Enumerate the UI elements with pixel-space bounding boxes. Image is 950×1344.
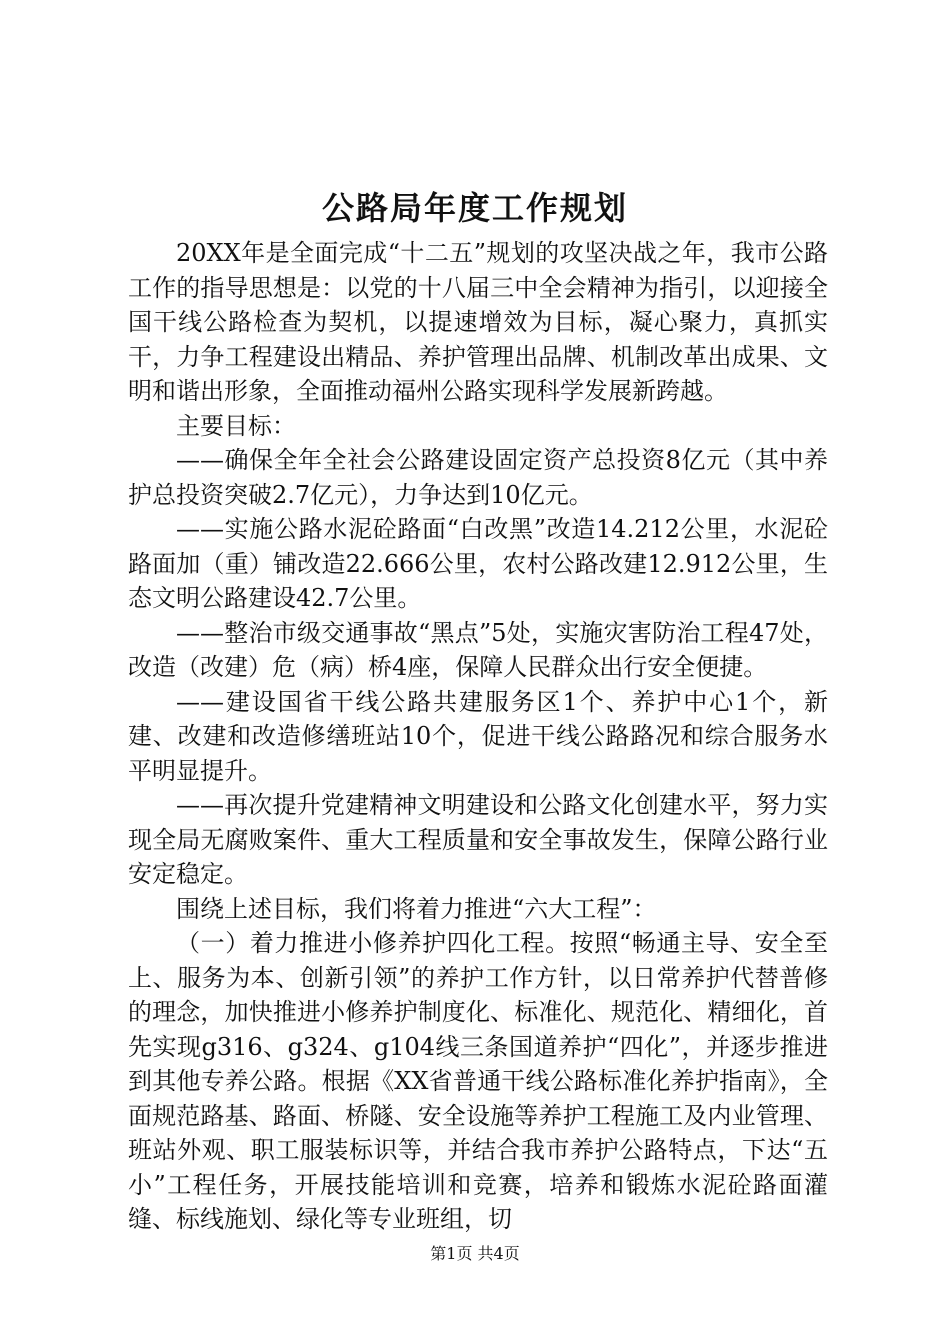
paragraph-six-projects-intro: 围绕上述目标，我们将着力推进“六大工程”： [176,894,657,923]
document-body [128,236,828,1237]
paragraph-goal-party-building: ——再次提升党建精神文明建设和公路文化创建水平，努力实现全局无腐败案件、重大工程质量和安全事故发生，保障公路行业安定稳定。 [128,791,828,888]
paragraph-goal-safety: ——整治市级交通事故“黑点”5处，实施灾害防治工程47处，改造（改建）危（病）桥4座，保障人民群众出行安全便捷。 [128,618,828,681]
paragraph-goal-investment: ——确保全年全社会公路建设固定资产总投资8亿元（其中养护总投资突破2.7亿元），力争达到10亿元。 [128,446,828,509]
paragraph-intro: 20XX年是全面完成“十二五”规划的攻坚决战之年，我市公路工作的指导思想是：以党的十八届三中全会精神为指引，以迎接全国干线公路检查为契机，以提速增效为目标，凝心聚力，真抓实干，力争工程建设出精品、养护管理出品牌、机制改革出成果、文明和谐出形象，全面推动福州公路实现科学发展新跨越。 [128,239,828,405]
page-footer: 第1页 共4页 [430,1244,520,1263]
paragraph-project-one: （一）着力推进小修养护四化工程。按照“畅通主导、安全至上、服务为本、创新引领”的养护工作方针，以日常养护代替普修的理念，加快推进小修养护制度化、标准化、规范化、精细化，首先实现g316、g324、g104线三条国道养护“四化”，并逐步推进到其他专养公路。根据《XX省普通干线公路标准化养护指南》，全面规范路基、路面、桥隧、安全设施等养护工程施工及内业管理、班站外观、职工服装标识等，并结合我市养护公路特点，下达“五小”工程任务，开展技能培训和竞赛，培养和锻炼水泥砼路面灌缝、标线施划、绿化等专业班组，切 [128,929,828,1233]
paragraph-goal-service-area: ——建设国省干线公路共建服务区1个、养护中心1个，新建、改建和改造修缮班站10个，促进干线公路路况和综合服务水平明显提升。 [128,687,828,785]
paragraph-main-goals-heading: 主要目标： [176,411,296,440]
paragraph-goal-road-renovation: ——实施公路水泥砼路面“白改黑”改造14.212公里，水泥砼路面加（重）铺改造22.666公里，农村公路改建12.912公里，生态文明公路建设42.7公里。 [128,515,828,612]
document-title: 公路局年度工作规划 [321,189,628,227]
